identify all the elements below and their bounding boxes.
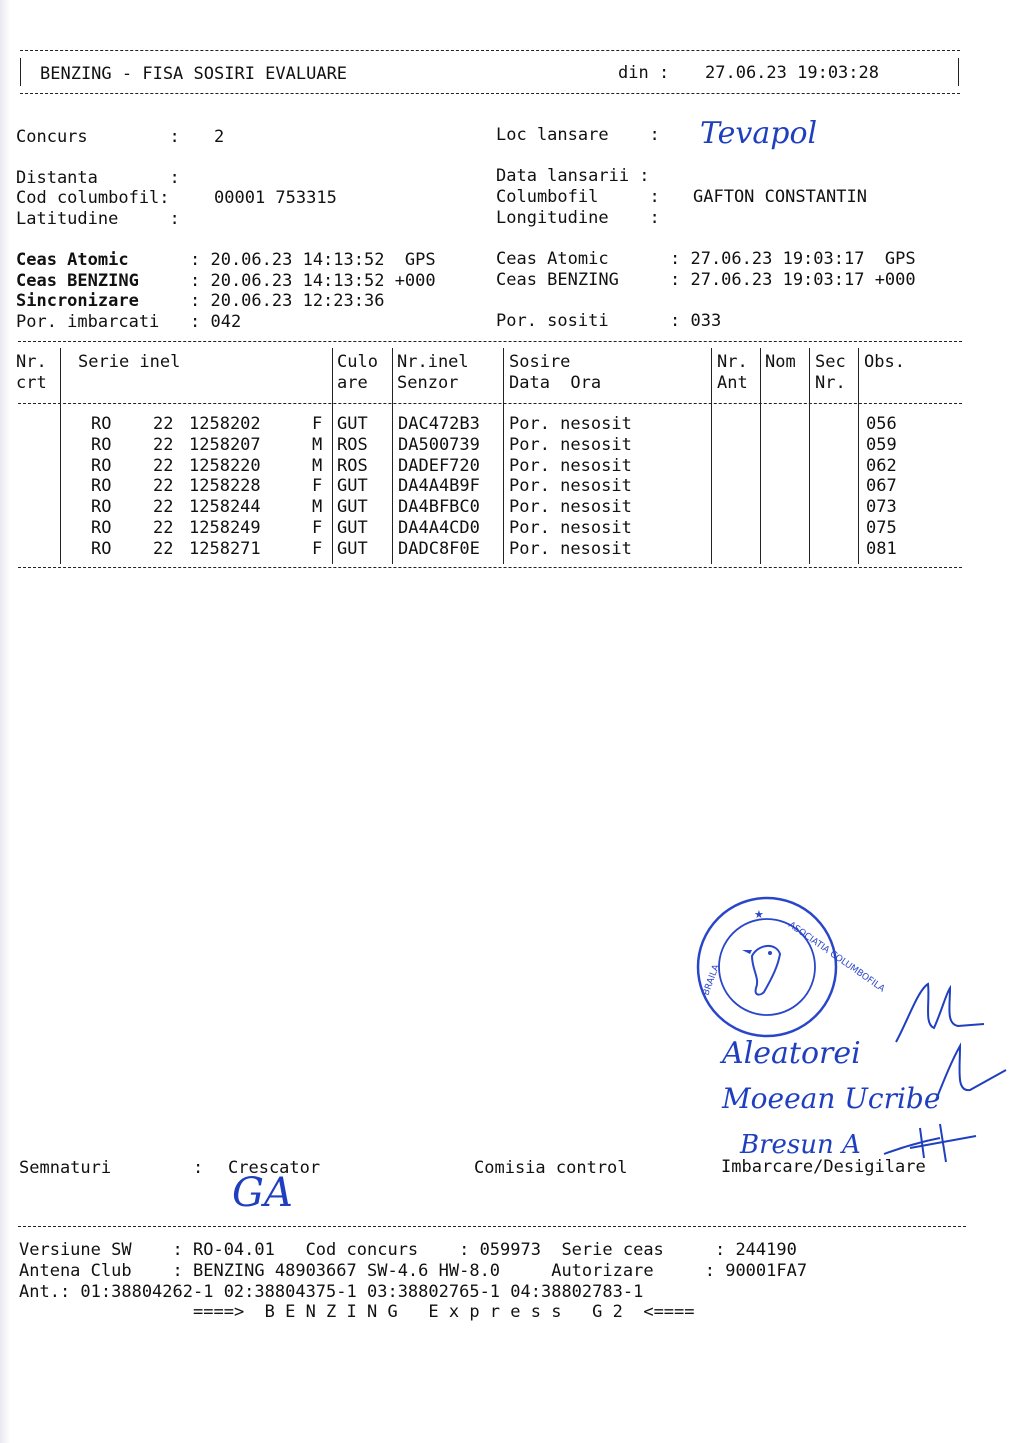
cell-color: GUT <box>337 476 368 496</box>
cell-status: Por. nesosit <box>509 435 632 455</box>
cell-status: Por. nesosit <box>509 476 632 496</box>
table-top-border <box>18 341 962 342</box>
cell-year: 22 <box>153 497 174 517</box>
cell-status: Por. nesosit <box>509 518 632 538</box>
cell-sensor: DA4BFBC0 <box>398 497 480 517</box>
cell-color: GUT <box>337 539 368 559</box>
th-nom: Nom <box>765 352 796 372</box>
cell-sex: M <box>312 497 323 517</box>
signature-scribble-2 <box>930 1040 1010 1110</box>
signature-comisia-label: Comisia control <box>474 1158 628 1178</box>
cell-year: 22 <box>153 414 174 434</box>
cell-ring: 1258271 <box>189 539 261 559</box>
col-sep-1 <box>60 348 61 564</box>
clock-left-label-imbarcati: Por. imbarcati <box>16 312 160 332</box>
cell-color: ROS <box>337 435 368 455</box>
header-top-border <box>20 50 960 51</box>
footer-brand-banner: ====> B E N Z I N G E x p r e s s G 2 <==== <box>193 1302 695 1322</box>
info-right-label-longitudine: Longitudine : <box>496 208 660 228</box>
signature-crescator-label: Crescator <box>228 1158 321 1178</box>
info-left-value-cod: 00001 753315 <box>214 188 337 208</box>
cell-color: GUT <box>337 518 368 538</box>
clock-left-value-atomic: : 20.06.23 14:13:52 GPS <box>190 250 436 270</box>
cell-ring: 1258228 <box>189 476 261 496</box>
col-sep-8 <box>858 348 859 564</box>
cell-country: RO <box>91 456 112 476</box>
cell-obs: 056 <box>866 414 897 434</box>
th-serie-inel: Serie inel <box>78 352 181 372</box>
th-nr-inel: Nr.inel <box>397 352 469 372</box>
cell-country: RO <box>91 497 112 517</box>
th-sec: Sec <box>815 352 846 372</box>
info-left-label-latitudine: Latitudine : <box>16 209 180 229</box>
signatures-colon: : <box>193 1158 204 1178</box>
footer-line-version: Versiune SW : RO-04.01 Cod concurs : 059973 Serie ceas : 244190 <box>19 1240 797 1260</box>
cell-ring: 1258202 <box>189 414 261 434</box>
launch-place-handwritten: Tevapol <box>700 116 818 151</box>
info-left-value-concurs: 2 <box>214 127 225 147</box>
report-date-value: 27.06.23 19:03:28 <box>705 63 879 83</box>
svg-text:★: ★ <box>754 908 764 921</box>
clock-right-value-benzing: : 27.06.23 19:03:17 +000 <box>670 270 916 290</box>
cell-color: GUT <box>337 497 368 517</box>
header-left-border <box>20 58 21 86</box>
th-obs: Obs. <box>864 352 905 372</box>
th-ant: Ant <box>717 373 748 393</box>
cell-sensor: DAC472B3 <box>398 414 480 434</box>
cell-status: Por. nesosit <box>509 456 632 476</box>
cell-sensor: DADEF720 <box>398 456 480 476</box>
col-sep-4 <box>503 348 504 564</box>
th-nr-ant: Nr. <box>717 352 748 372</box>
cell-sex: F <box>312 414 323 434</box>
signatures-label: Semnaturi <box>19 1158 112 1178</box>
clock-right-label-sositi: Por. sositi <box>496 311 640 331</box>
th-sosire: Sosire <box>509 352 571 372</box>
cell-country: RO <box>91 476 112 496</box>
clock-left-label-sincronizare: Sincronizare <box>16 291 160 311</box>
stamp-text-top: ASOCIATIA COLUMBOFILA <box>786 920 887 995</box>
cell-year: 22 <box>153 539 174 559</box>
clock-left-label-benzing: Ceas BENZING <box>16 271 160 291</box>
report-date-label: din : <box>618 63 670 83</box>
info-left-label-cod: Cod columbofil: <box>16 188 170 208</box>
cell-sex: F <box>312 476 323 496</box>
col-sep-6 <box>760 348 761 564</box>
th-culoare: Culo <box>337 352 378 372</box>
cell-status: Por. nesosit <box>509 497 632 517</box>
cell-country: RO <box>91 518 112 538</box>
cell-sex: F <box>312 539 323 559</box>
cell-country: RO <box>91 539 112 559</box>
col-sep-7 <box>809 348 810 564</box>
report-title: BENZING - FISA SOSIRI EVALUARE <box>40 64 348 84</box>
cell-obs: 081 <box>866 539 897 559</box>
table-header-border <box>18 403 962 404</box>
cell-status: Por. nesosit <box>509 414 632 434</box>
col-sep-3 <box>392 348 393 564</box>
clock-right-label-benzing: Ceas BENZING <box>496 270 640 290</box>
cell-ring: 1258249 <box>189 518 261 538</box>
cell-obs: 062 <box>866 456 897 476</box>
cell-sex: M <box>312 456 323 476</box>
clock-left-value-benzing: : 20.06.23 14:13:52 +000 <box>190 271 436 291</box>
cell-color: GUT <box>337 414 368 434</box>
cell-sensor: DA500739 <box>398 435 480 455</box>
footer-line-antenna: Antena Club : BENZING 48903667 SW-4.6 HW-8.0 Autorizare : 90001FA7 <box>19 1261 808 1281</box>
cell-obs: 073 <box>866 497 897 517</box>
cell-ring: 1258207 <box>189 435 261 455</box>
association-stamp <box>694 896 887 1038</box>
scan-edge <box>0 0 10 1443</box>
clock-left-value-imbarcati: : 042 <box>190 312 242 332</box>
clock-right-value-sositi: : 033 <box>670 311 722 331</box>
footer-line-ant: Ant.: 01:38804262-1 02:38804375-1 03:38802765-1 04:38802783-1 <box>19 1282 644 1302</box>
cell-obs: 075 <box>866 518 897 538</box>
info-left-label-concurs: Concurs : <box>16 127 180 147</box>
cell-sensor: DADC8F0E <box>398 539 480 559</box>
header-bottom-border <box>20 93 960 94</box>
cell-year: 22 <box>153 456 174 476</box>
cell-sex: M <box>312 435 323 455</box>
stamp-text-left: BRAILA <box>701 963 722 998</box>
cell-year: 22 <box>153 518 174 538</box>
cell-sex: F <box>312 518 323 538</box>
cell-color: ROS <box>337 456 368 476</box>
cell-ring: 1258220 <box>189 456 261 476</box>
clock-right-label-atomic: Ceas Atomic <box>496 249 640 269</box>
info-right-label-columbofil: Columbofil : <box>496 187 660 207</box>
info-left-label-distanta: Distanta : <box>16 168 180 188</box>
th-data-ora: Data Ora <box>509 373 602 393</box>
cell-obs: 067 <box>866 476 897 496</box>
cell-ring: 1258244 <box>189 497 261 517</box>
signature-imbarcare-label: Imbarcare/Desigilare <box>721 1157 926 1177</box>
cell-country: RO <box>91 435 112 455</box>
info-right-label-loc: Loc lansare : <box>496 125 660 145</box>
th-nr: Nr. <box>16 352 47 372</box>
table-bottom-border <box>18 567 962 568</box>
info-right-label-data: Data lansarii : <box>496 166 650 186</box>
col-sep-5 <box>711 348 712 564</box>
th-sec-nr: Nr. <box>815 373 846 393</box>
header-right-border <box>958 58 959 86</box>
signature-crescator-handwritten: GA <box>232 1170 293 1216</box>
footer-separator <box>18 1226 966 1227</box>
cell-year: 22 <box>153 476 174 496</box>
cell-status: Por. nesosit <box>509 539 632 559</box>
cell-country: RO <box>91 414 112 434</box>
clock-left-value-sincronizare: : 20.06.23 12:23:36 <box>190 291 385 311</box>
signature-handwritten-3: Bresun A <box>740 1130 861 1160</box>
clock-right-value-atomic: : 27.06.23 19:03:17 GPS <box>670 249 916 269</box>
cell-sensor: DA4A4CD0 <box>398 518 480 538</box>
signature-handwritten-2: Moeean Ucribe <box>722 1082 941 1115</box>
cell-sensor: DA4A4B9F <box>398 476 480 496</box>
th-crt: crt <box>16 373 47 393</box>
signature-handwritten-1: Aleatorei <box>722 1036 861 1071</box>
th-senzor: Senzor <box>397 373 459 393</box>
cell-year: 22 <box>153 435 174 455</box>
col-sep-2 <box>332 348 333 564</box>
info-right-value-columbofil: GAFTON CONSTANTIN <box>693 187 867 207</box>
th-are: are <box>337 373 368 393</box>
clock-left-label-atomic: Ceas Atomic <box>16 250 160 270</box>
cell-obs: 059 <box>866 435 897 455</box>
